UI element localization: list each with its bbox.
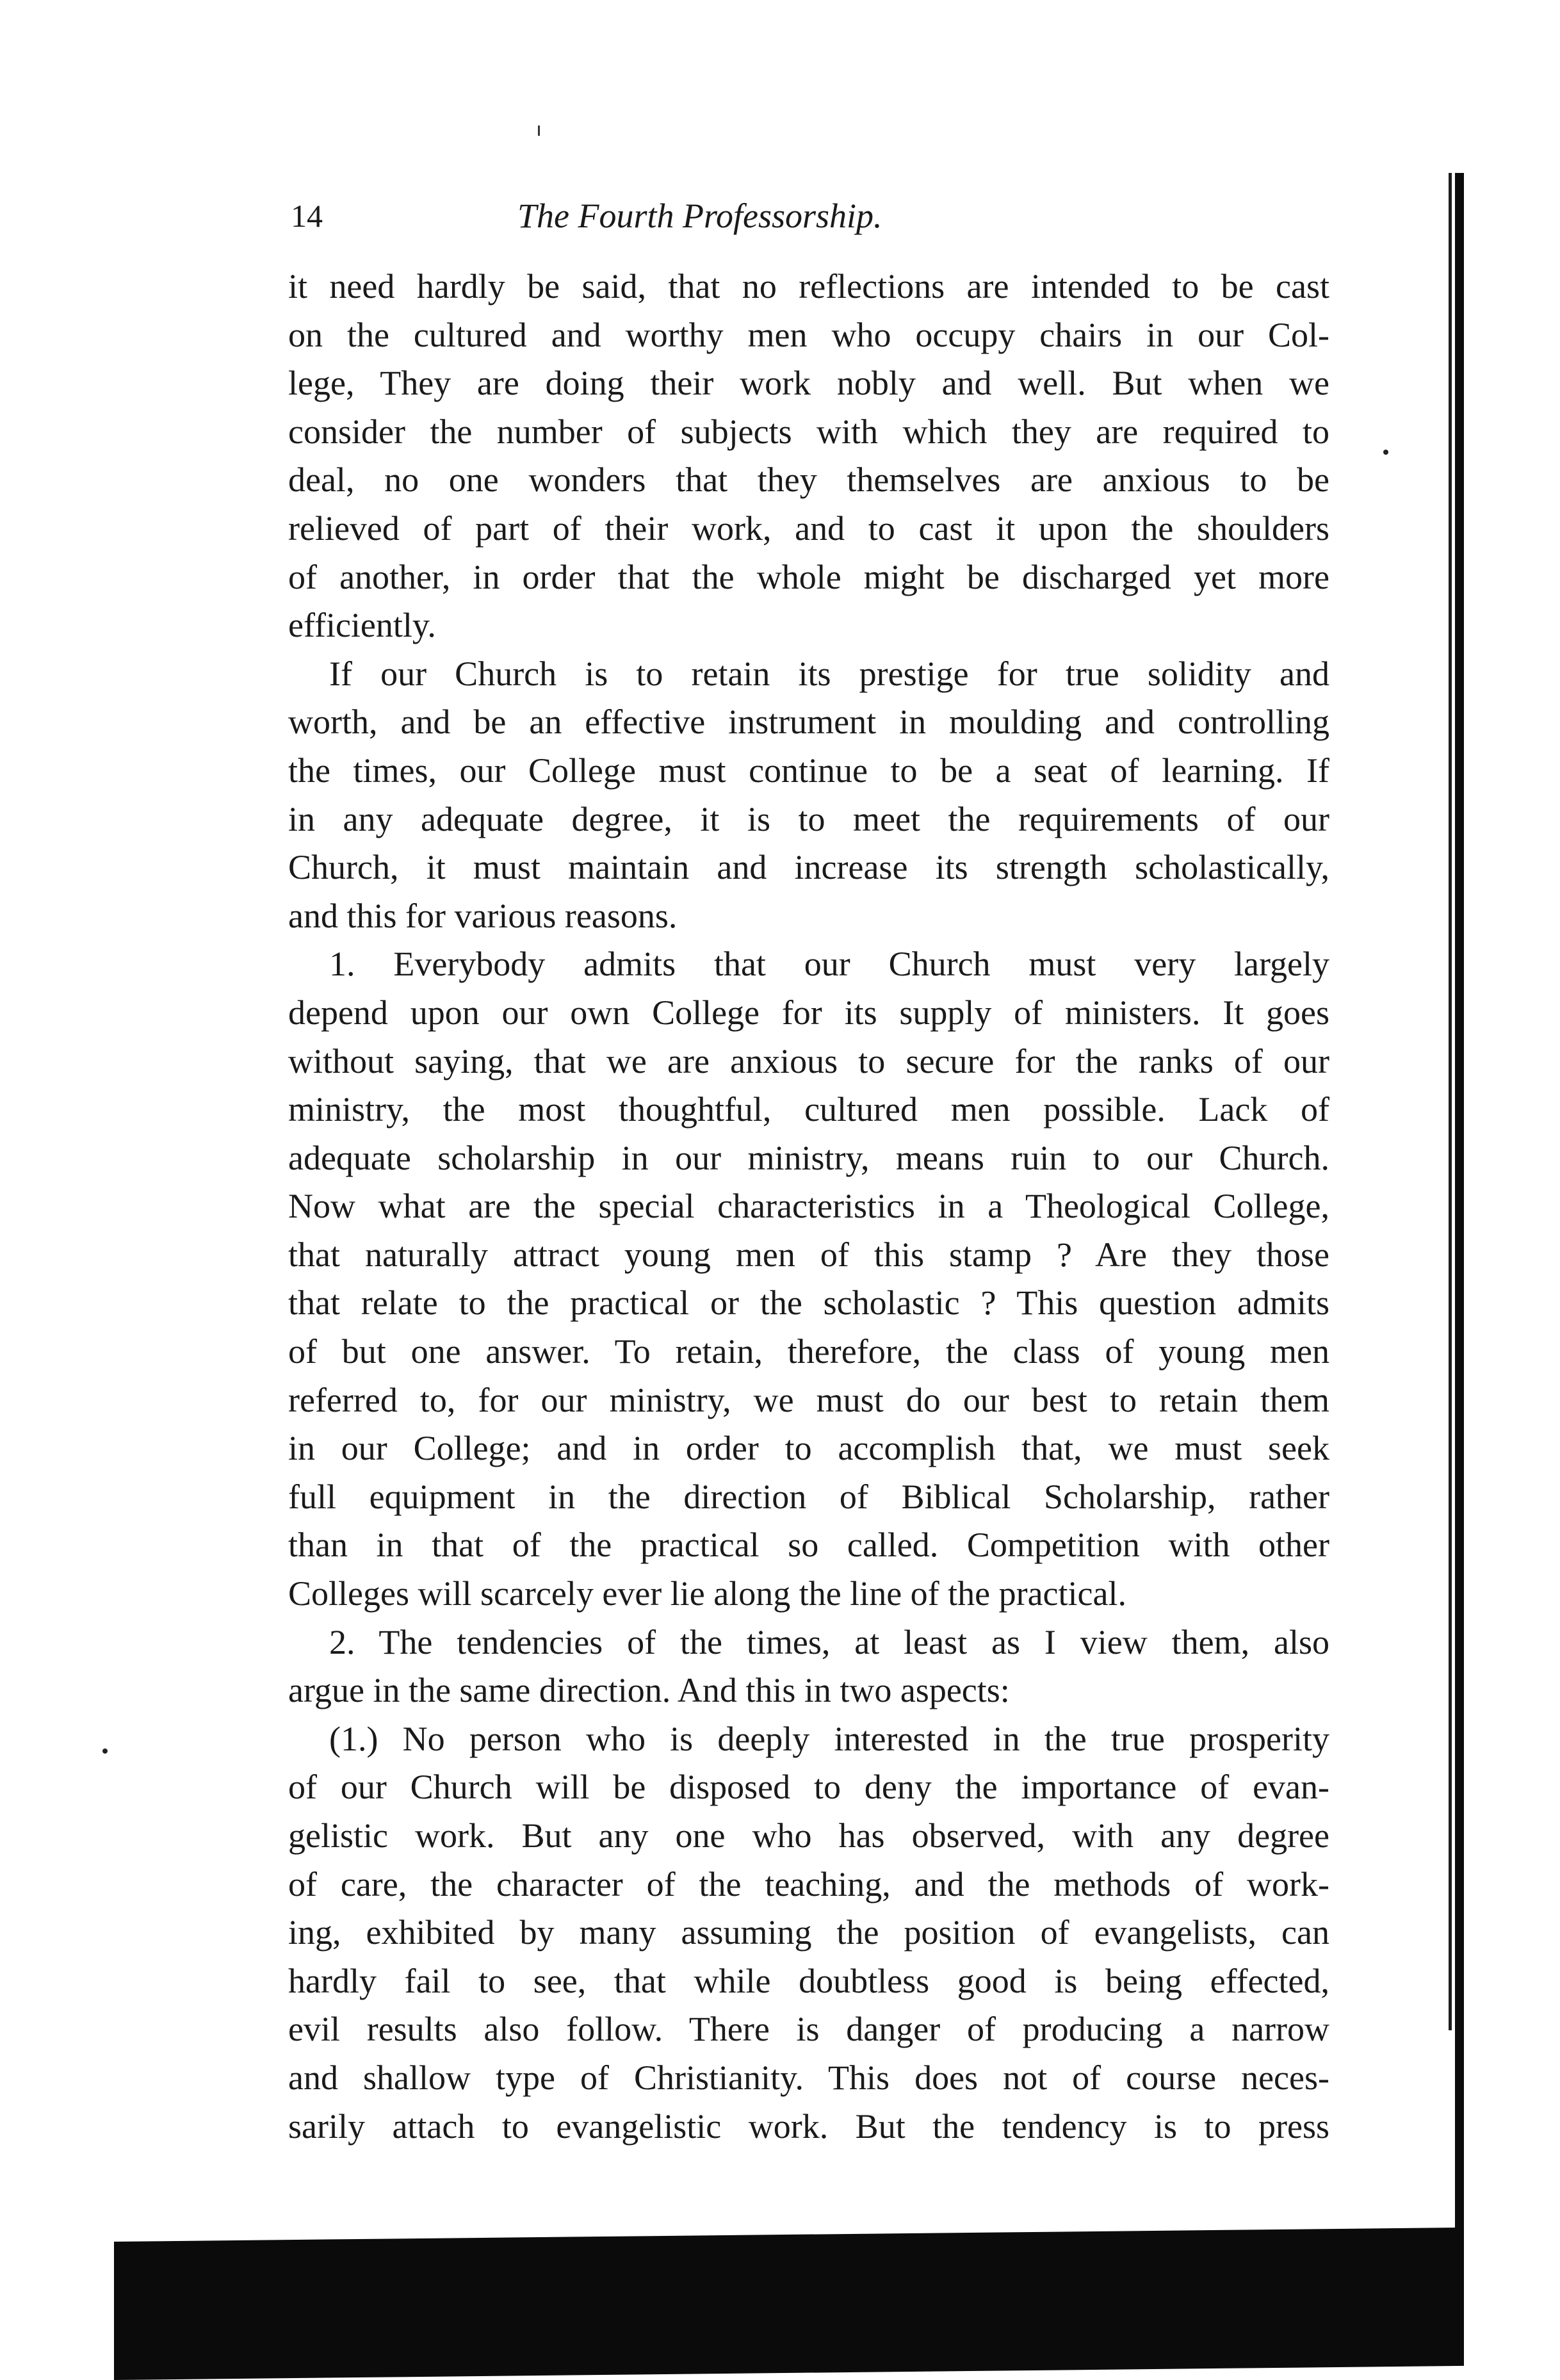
text-line: of another, in order that the whole might be discharged yet more [288, 557, 1329, 596]
text-line: adequate scholarship in our ministry, means ruin to our Church. [288, 1138, 1329, 1177]
text-line: Now what are the special characteristics in a Theological College, [288, 1187, 1329, 1226]
page-edge-shadow [1449, 173, 1452, 2030]
scan-speck [1383, 450, 1388, 455]
text-line: than in that of the practical so called. Competition with other [288, 1526, 1329, 1565]
page-edge-shadow [1455, 173, 1464, 2299]
text-line: that naturally attract young men of this stamp ? Are they those [288, 1235, 1329, 1274]
text-line: depend upon our own College for its supply of ministers. It goes [288, 993, 1329, 1032]
text-line: referred to, for our ministry, we must do our best to retain them [288, 1380, 1329, 1419]
text-line: evil results also follow. There is danger of producing a narrow [288, 2010, 1329, 2049]
text-line: of care, the character of the teaching, and the methods of work- [288, 1864, 1329, 1903]
text-line: on the cultured and worthy men who occupy chairs in our Col- [288, 315, 1329, 354]
text-line: it need hardly be said, that no reflections are intended to be cast [288, 267, 1329, 306]
scan-bottom-border [114, 2228, 1464, 2380]
text-line: 1. Everybody admits that our Church must very largely [329, 945, 1329, 984]
text-line: full equipment in the direction of Biblical Scholarship, rather [288, 1477, 1329, 1516]
text-line: of but one answer. To retain, therefore, the class of young men [288, 1332, 1329, 1371]
text-line: ing, exhibited by many assuming the position of evangelists, can [288, 1913, 1329, 1952]
text-line: in any adequate degree, it is to meet the requirements of our [288, 799, 1329, 838]
text-line: argue in the same direction. And this in two aspects: [288, 1671, 1010, 1710]
running-head [291, 192, 1328, 240]
text-line: deal, no one wonders that they themselves are anxious to be [288, 461, 1329, 500]
text-line: gelistic work. But any one who has observed, with any degree [288, 1816, 1329, 1855]
text-line: lege, They are doing their work nobly and well. But when we [288, 364, 1329, 403]
scan-mark [538, 126, 540, 136]
text-line: ministry, the most thoughtful, cultured men possible. Lack of [288, 1090, 1329, 1129]
text-line: relieved of part of their work, and to cast it upon the shoulders [288, 509, 1329, 548]
text-line: (1.) No person who is deeply interested in the true prosperity [329, 1719, 1329, 1758]
scan-speck [102, 1748, 108, 1754]
text-line: hardly fail to see, that while doubtless good is being effected, [288, 1961, 1329, 2000]
text-line: without saying, that we are anxious to secure for the ranks of our [288, 1041, 1329, 1080]
running-title: The Fourth Professorship. [517, 197, 882, 235]
text-line: the times, our College must continue to be a seat of learning. If [288, 751, 1329, 790]
text-line: Colleges will scarcely ever lie along the line of the practical. [288, 1574, 1126, 1613]
text-line: of our Church will be disposed to deny the importance of evan- [288, 1768, 1329, 1807]
text-line: Church, it must maintain and increase its strength scholastically, [288, 848, 1329, 887]
text-line: worth, and be an effective instrument in moulding and controlling [288, 703, 1329, 742]
text-line: in our College; and in order to accomplish that, we must seek [288, 1429, 1329, 1468]
body-text [288, 263, 1329, 2151]
text-line: 2. The tendencies of the times, at least as I view them, also [329, 1622, 1329, 1661]
text-line: sarily attach to evangelistic work. But the tendency is to press [288, 2107, 1329, 2146]
page-number: 14 [291, 198, 323, 234]
text-line: consider the number of subjects with which they are required to [288, 412, 1329, 451]
text-line: If our Church is to retain its prestige for true solidity and [329, 654, 1329, 693]
text-line: and this for various reasons. [288, 896, 678, 935]
text-line: that relate to the practical or the scholastic ? This question admits [288, 1284, 1329, 1323]
text-line: efficiently. [288, 606, 436, 645]
text-line: and shallow type of Christianity. This does not of course neces- [288, 2058, 1329, 2097]
